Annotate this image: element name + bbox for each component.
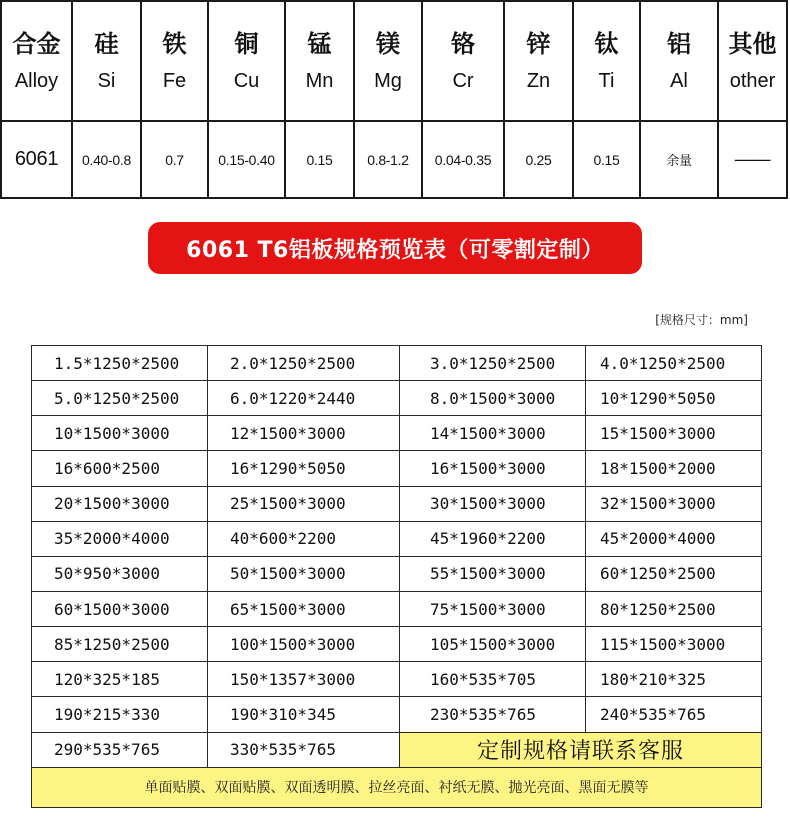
composition-header-row [1, 1, 787, 121]
size-cell: 12*1500*3000 [208, 416, 400, 451]
header-cell: 其他 other [718, 1, 787, 121]
header-cell: 镁 Mg [354, 1, 422, 121]
size-row [32, 486, 762, 521]
size-row [32, 662, 762, 697]
size-cell: 190*310*345 [208, 697, 400, 732]
size-row [32, 591, 762, 626]
size-cell: 40*600*2200 [208, 521, 400, 556]
size-cell: 10*1500*3000 [32, 416, 208, 451]
value-cell: 6061 [1, 121, 72, 198]
header-cell: 合金 Alloy [1, 1, 72, 121]
size-cell: 65*1500*3000 [208, 591, 400, 626]
size-cell: 85*1250*2500 [32, 627, 208, 662]
value-cell: 0.04-0.35 [422, 121, 504, 198]
unit-note: [规格尺寸：mm] [655, 313, 748, 327]
value-cell: —— [718, 121, 787, 198]
value-cell: 0.15 [573, 121, 640, 198]
size-cell: 2.0*1250*2500 [208, 346, 400, 381]
size-cell: 60*1500*3000 [32, 591, 208, 626]
composition-table [0, 0, 788, 199]
header-cell: 铁 Fe [141, 1, 208, 121]
composition-value-row [1, 121, 787, 198]
header-cell: 铜 Cu [208, 1, 285, 121]
size-cell: 20*1500*3000 [32, 486, 208, 521]
size-cell: 150*1357*3000 [208, 662, 400, 697]
size-cell: 180*210*325 [586, 662, 762, 697]
size-row [32, 381, 762, 416]
size-row [32, 732, 762, 767]
size-cell: 3.0*1250*2500 [400, 346, 586, 381]
custom-spec-contact-label: 定制规格请联系客服 [400, 732, 762, 767]
size-cell: 60*1250*2500 [586, 556, 762, 591]
size-cell: 55*1500*3000 [400, 556, 586, 591]
size-cell: 14*1500*3000 [400, 416, 586, 451]
size-row [32, 556, 762, 591]
size-row [32, 451, 762, 486]
size-cell: 230*535*765 [400, 697, 586, 732]
size-cell: 15*1500*3000 [586, 416, 762, 451]
size-cell: 16*1500*3000 [400, 451, 586, 486]
size-cell: 80*1250*2500 [586, 591, 762, 626]
value-cell: 0.7 [141, 121, 208, 198]
header-cell: 铬 Cr [422, 1, 504, 121]
header-cell: 锌 Zn [504, 1, 573, 121]
size-cell: 120*325*185 [32, 662, 208, 697]
size-cell: 35*2000*4000 [32, 521, 208, 556]
size-cell: 45*1960*2200 [400, 521, 586, 556]
size-cell: 105*1500*3000 [400, 627, 586, 662]
header-cell: 锰 Mn [285, 1, 354, 121]
film-options-note: 单面贴膜、双面贴膜、双面透明膜、拉丝亮面、衬纸无膜、抛光亮面、黑面无膜等 [32, 767, 762, 807]
size-row [32, 697, 762, 732]
size-cell: 50*950*3000 [32, 556, 208, 591]
value-cell: 余量 [640, 121, 718, 198]
size-cell: 115*1500*3000 [586, 627, 762, 662]
size-cell: 330*535*765 [208, 732, 400, 767]
size-cell: 75*1500*3000 [400, 591, 586, 626]
size-cell: 6.0*1220*2440 [208, 381, 400, 416]
size-table [31, 345, 762, 808]
size-cell: 190*215*330 [32, 697, 208, 732]
size-row [32, 627, 762, 662]
size-cell: 240*535*765 [586, 697, 762, 732]
value-cell: 0.15 [285, 121, 354, 198]
size-row [32, 346, 762, 381]
size-row [32, 416, 762, 451]
spec-title-banner: 6061 T6铝板规格预览表（可零割定制） [148, 222, 642, 274]
value-cell: 0.25 [504, 121, 573, 198]
size-cell: 4.0*1250*2500 [586, 346, 762, 381]
size-cell: 18*1500*2000 [586, 451, 762, 486]
size-cell: 32*1500*3000 [586, 486, 762, 521]
header-cell: 钛 Ti [573, 1, 640, 121]
size-cell: 290*535*765 [32, 732, 208, 767]
header-cell: 铝 Al [640, 1, 718, 121]
size-row [32, 521, 762, 556]
header-cell: 硅 Si [72, 1, 141, 121]
size-cell: 8.0*1500*3000 [400, 381, 586, 416]
size-cell: 10*1290*5050 [586, 381, 762, 416]
value-cell: 0.8-1.2 [354, 121, 422, 198]
size-cell: 50*1500*3000 [208, 556, 400, 591]
size-cell: 30*1500*3000 [400, 486, 586, 521]
value-cell: 0.15-0.40 [208, 121, 285, 198]
value-cell: 0.40-0.8 [72, 121, 141, 198]
size-cell: 45*2000*4000 [586, 521, 762, 556]
size-cell: 25*1500*3000 [208, 486, 400, 521]
size-cell: 160*535*705 [400, 662, 586, 697]
size-cell: 5.0*1250*2500 [32, 381, 208, 416]
size-cell: 100*1500*3000 [208, 627, 400, 662]
film-options-row [32, 767, 762, 807]
size-cell: 16*600*2500 [32, 451, 208, 486]
size-cell: 16*1290*5050 [208, 451, 400, 486]
size-cell: 1.5*1250*2500 [32, 346, 208, 381]
